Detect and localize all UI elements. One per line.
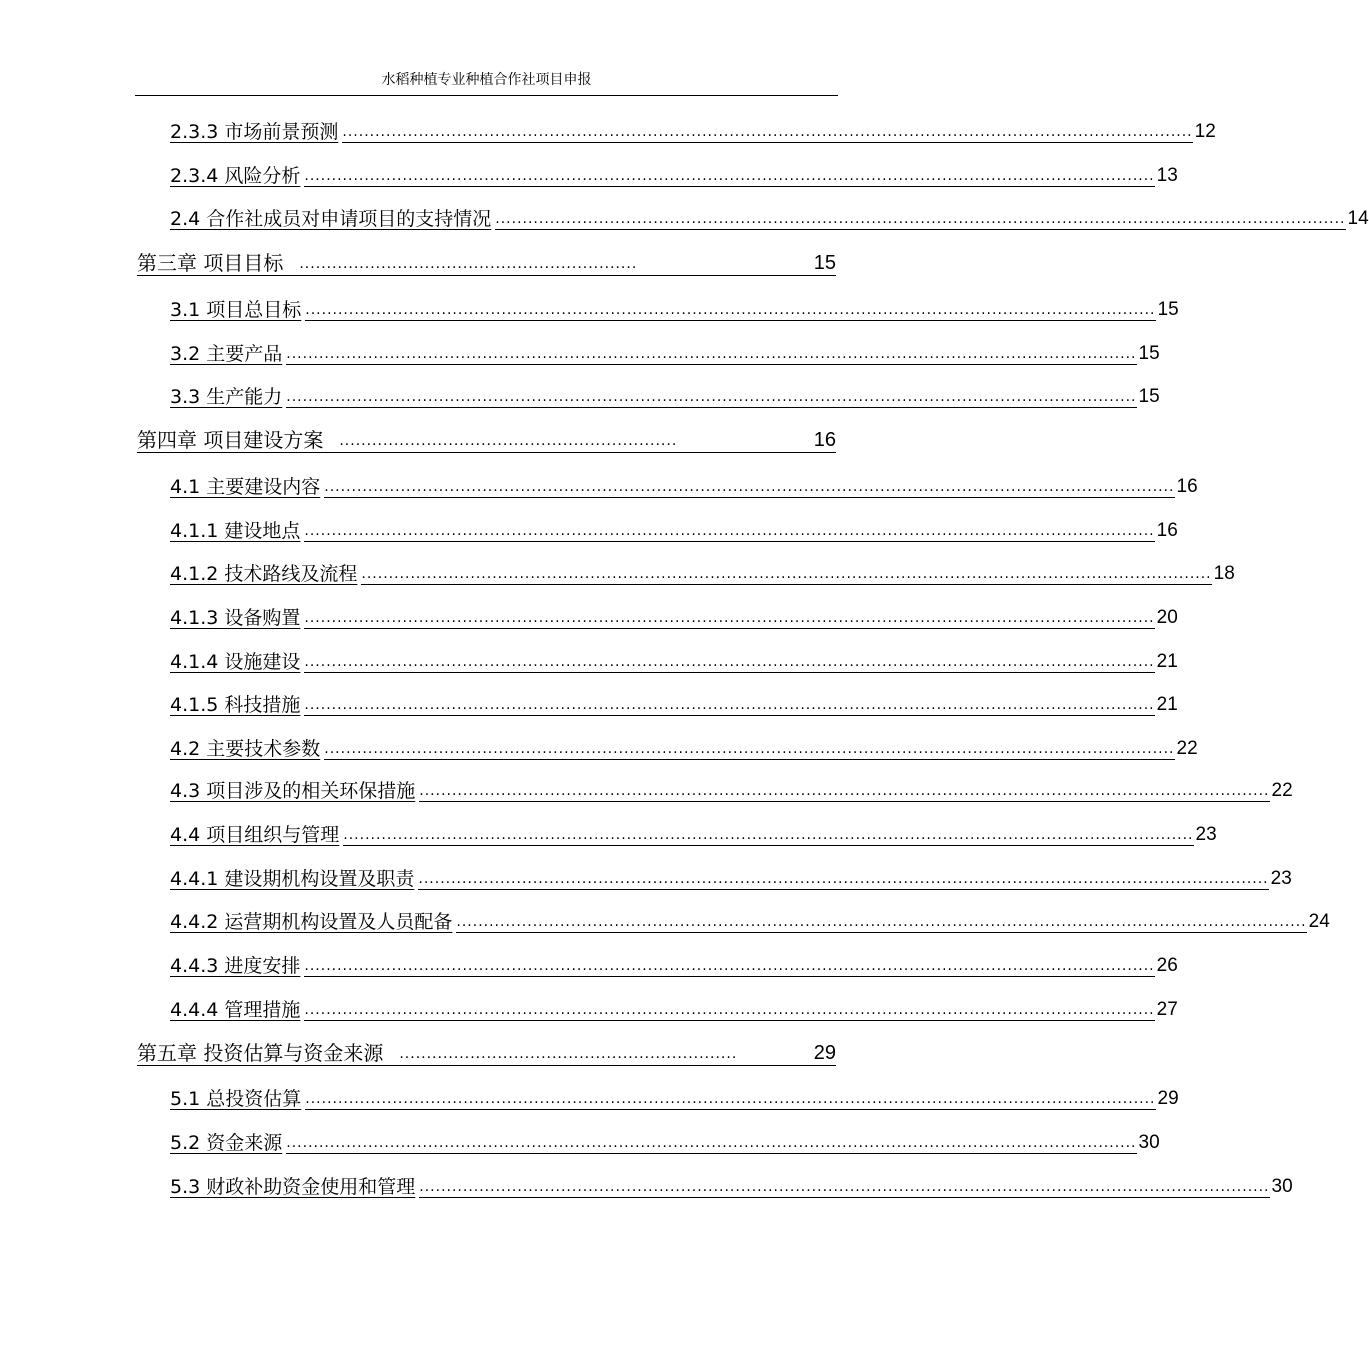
toc-entry-label: 4.4.4 管理措施 xyxy=(170,999,301,1021)
toc-entry-page: 21 xyxy=(1156,694,1178,715)
toc-leader-dots: ............................................................................................................................................................ xyxy=(324,478,1174,498)
toc-entry-page: 30 xyxy=(1138,1132,1160,1153)
toc-entry-label: 2.3.3 市场前景预测 xyxy=(170,121,339,143)
toc-entry-page: 27 xyxy=(1156,999,1178,1020)
toc-entry-page: 29 xyxy=(1157,1088,1179,1109)
toc-entry-page: 16 xyxy=(1156,520,1178,541)
toc-leader-dots: ............................................................................................................................................................ xyxy=(495,210,1345,230)
toc-entry-label: 3.3 生产能力 xyxy=(170,386,283,408)
toc-entry-page: 23 xyxy=(1270,868,1292,889)
toc-entry[interactable] xyxy=(170,339,1160,365)
toc-entry-label: 5.2 资金来源 xyxy=(170,1132,283,1154)
toc-entry-label: 第三章 项目目标 xyxy=(137,251,284,275)
toc-entry[interactable] xyxy=(170,516,1178,542)
toc-entry-page: 13 xyxy=(1156,165,1178,186)
toc-entry[interactable] xyxy=(170,382,1160,408)
toc-leader-dots: .............................................................. xyxy=(299,256,638,272)
toc-entry-label: 5.1 总投资估算 xyxy=(170,1088,302,1110)
toc-entry[interactable] xyxy=(170,907,1330,933)
toc-entry[interactable] xyxy=(170,117,1216,143)
toc-entry-label: 4.1.3 设备购置 xyxy=(170,607,301,629)
toc-leader-dots: ............................................................................................................................................................ xyxy=(419,782,1269,802)
toc-entry-label: 4.4.1 建设期机构设置及职责 xyxy=(170,868,415,890)
toc-entry[interactable] xyxy=(170,951,1178,977)
toc-chapter-entry[interactable] xyxy=(137,248,836,276)
toc-entry-page: 21 xyxy=(1156,651,1178,672)
toc-entry-page: 14 xyxy=(1347,208,1369,229)
toc-leader-dots: ............................................................................................................................................................ xyxy=(361,565,1211,585)
toc-entry-label: 4.4.3 进度安排 xyxy=(170,955,301,977)
toc-entry[interactable] xyxy=(170,295,1179,321)
toc-entry-page: 30 xyxy=(1271,1176,1293,1197)
toc-entry[interactable] xyxy=(170,603,1178,629)
toc-leader-dots: ............................................................................................................................................................ xyxy=(304,957,1154,977)
toc-entry[interactable] xyxy=(170,559,1235,585)
toc-entry[interactable] xyxy=(170,995,1178,1021)
toc-leader-dots: ............................................................................................................................................................ xyxy=(305,1090,1155,1110)
toc-leader-dots: ............................................................................................................................................................ xyxy=(286,388,1136,408)
toc-entry-label: 4.4.2 运营期机构设置及人员配备 xyxy=(170,911,453,933)
toc-entry-label: 4.3 项目涉及的相关环保措施 xyxy=(170,780,416,802)
toc-entry-page: 15 xyxy=(1138,386,1160,407)
toc-chapter-entry[interactable] xyxy=(137,1038,836,1066)
toc-entry-page: 29 xyxy=(813,1042,836,1064)
toc-entry[interactable] xyxy=(170,690,1178,716)
toc-leader-dots: ............................................................................................................................................................ xyxy=(304,167,1154,187)
toc-leader-dots: ............................................................................................................................................................ xyxy=(305,301,1155,321)
toc-leader-dots: ............................................................................................................................................................ xyxy=(343,826,1193,846)
toc-entry[interactable] xyxy=(170,161,1178,187)
header-divider xyxy=(135,95,838,96)
toc-entry-label: 4.1.2 技术路线及流程 xyxy=(170,563,358,585)
toc-entry-page: 15 xyxy=(1157,299,1179,320)
toc-entry[interactable] xyxy=(170,472,1198,498)
toc-leader-dots: ............................................................................................................................................................ xyxy=(304,522,1154,542)
toc-entry-label: 3.2 主要产品 xyxy=(170,343,283,365)
toc-entry[interactable] xyxy=(170,204,1369,230)
toc-entry-page: 16 xyxy=(1176,476,1198,497)
toc-entry[interactable] xyxy=(170,1128,1160,1154)
toc-entry-label: 第五章 投资估算与资金来源 xyxy=(137,1041,384,1065)
toc-entry-page: 20 xyxy=(1156,607,1178,628)
toc-entry[interactable] xyxy=(170,1084,1179,1110)
toc-entry-page: 18 xyxy=(1213,563,1235,584)
toc-entry-label: 4.2 主要技术参数 xyxy=(170,738,321,760)
toc-entry-page: 23 xyxy=(1195,824,1217,845)
toc-entry[interactable] xyxy=(170,734,1198,760)
toc-entry[interactable] xyxy=(170,647,1178,673)
toc-entry-label: 2.3.4 风险分析 xyxy=(170,165,301,187)
toc-entry-page: 26 xyxy=(1156,955,1178,976)
toc-entry-page: 22 xyxy=(1271,780,1293,801)
toc-entry[interactable] xyxy=(170,776,1293,802)
toc-entry[interactable] xyxy=(170,820,1217,846)
toc-leader-dots: ............................................................................................................................................................ xyxy=(342,123,1192,143)
toc-leader-dots: ............................................................................................................................................................ xyxy=(418,870,1268,890)
toc-entry-label: 4.1.4 设施建设 xyxy=(170,651,301,673)
toc-entry-label: 4.1.1 建设地点 xyxy=(170,520,301,542)
toc-entry-page: 24 xyxy=(1308,911,1330,932)
toc-entry-page: 22 xyxy=(1176,738,1198,759)
toc-leader-dots: ............................................................................................................................................................ xyxy=(304,653,1154,673)
toc-leader-dots: .............................................................. xyxy=(339,433,678,449)
toc-entry-label: 4.4 项目组织与管理 xyxy=(170,824,340,846)
toc-chapter-entry[interactable] xyxy=(137,425,836,453)
toc-leader-dots: ............................................................................................................................................................ xyxy=(304,1001,1154,1021)
toc-entry-label: 5.3 财政补助资金使用和管理 xyxy=(170,1176,416,1198)
page-header-title: 水稻种植专业种植合作社项目申报 xyxy=(381,72,592,88)
toc-leader-dots: ............................................................................................................................................................ xyxy=(286,1134,1136,1154)
toc-entry-label: 2.4 合作社成员对申请项目的支持情况 xyxy=(170,208,492,230)
toc-leader-dots: ............................................................................................................................................................ xyxy=(324,740,1174,760)
toc-leader-dots: ............................................................................................................................................................ xyxy=(419,1178,1269,1198)
toc-leader-dots: ............................................................................................................................................................ xyxy=(286,345,1136,365)
toc-entry-page: 16 xyxy=(813,429,836,451)
toc-entry-page: 15 xyxy=(813,252,836,274)
toc-leader-dots: ............................................................................................................................................................ xyxy=(304,696,1154,716)
toc-entry-label: 4.1.5 科技措施 xyxy=(170,694,301,716)
toc-entry[interactable] xyxy=(170,1172,1293,1198)
toc-entry-page: 12 xyxy=(1194,121,1216,142)
toc-entry[interactable] xyxy=(170,864,1292,890)
toc-leader-dots: ............................................................................................................................................................ xyxy=(456,913,1306,933)
toc-entry-label: 3.1 项目总目标 xyxy=(170,299,302,321)
toc-leader-dots: ............................................................................................................................................................ xyxy=(304,609,1154,629)
toc-entry-page: 15 xyxy=(1138,343,1160,364)
toc-entry-label: 第四章 项目建设方案 xyxy=(137,428,324,452)
toc-entry-label: 4.1 主要建设内容 xyxy=(170,476,321,498)
toc-leader-dots: .............................................................. xyxy=(399,1046,738,1062)
